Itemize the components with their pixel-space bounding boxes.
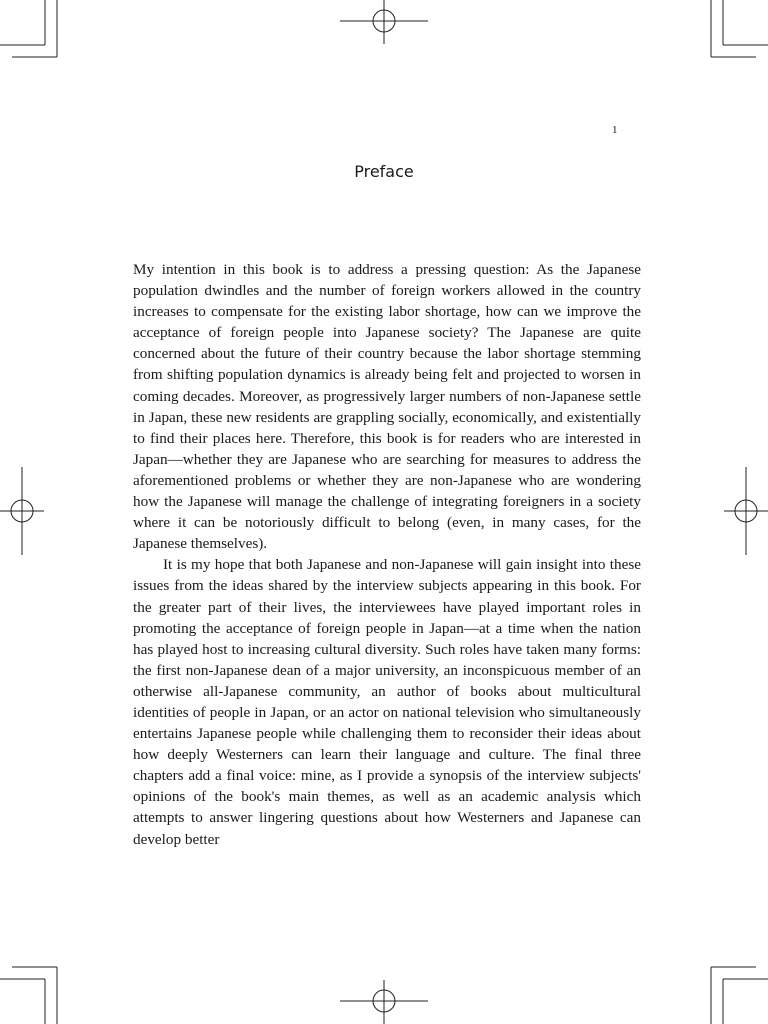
crop-mark-bottom-left bbox=[0, 967, 57, 1024]
page-title: Preface bbox=[354, 162, 414, 181]
page-number: 1 bbox=[612, 124, 618, 136]
crop-mark-top-left bbox=[0, 0, 57, 57]
registration-mark-right bbox=[724, 467, 768, 555]
body-text bbox=[133, 259, 641, 850]
paragraph: My intention in this book is to address a pressing question: As the Japanese population dwindles and the number of foreign workers allowed in the country increases to compensate for the existing labor shortage, how can we improve the acceptance of foreign people into Japanese society? The Japanese are quite concerned about the future of their country because the labor shortage stemming from shifting population dynamics is already being felt and projected to worsen in coming decades. Moreover, as progressively larger numbers of non-Japanese settle in Japan, these new residents are grappling socially, economically, and existentially to find their places here. Therefore, this book is for readers who are interested in Japan—whether they are Japanese who are searching for measures to address the aforementioned problems or whether they are non-Japanese who are wondering how the Japanese will manage the challenge of integrating foreigners in a society where it can be notoriously difficult to belong (even, in many cases, for the Japanese themselves). bbox=[133, 261, 641, 553]
paragraph: It is my hope that both Japanese and non-Japanese will gain insight into these issues from the ideas shared by the interview subjects appearing in this book. For the greater part of their lives, the interviewees have played important roles in promoting the acceptance of foreign people in Japan—at a time when the nation has played host to increasing cultural diversity. Such roles have taken many forms: the first non-Japanese dean of a major university, an inconspicuous member of an otherwise all-Japanese community, an author of books about multicultural identities of people in Japan, or an actor on national television who simultaneously entertains Japanese people while challenging them to reconsider their ideas about how deeply Westerners can learn their language and culture. The final three chapters add a final voice: mine, as I provide a synopsis of the interview subjects' opinions of the book's main themes, as well as an academic analysis which attempts to answer lingering questions about how Westerners and Japanese can develop better bbox=[133, 556, 641, 848]
crop-mark-top-right bbox=[711, 0, 768, 57]
crop-mark-bottom-right bbox=[711, 967, 768, 1024]
registration-mark-left bbox=[0, 467, 44, 555]
registration-mark-top bbox=[340, 0, 428, 44]
registration-mark-bottom bbox=[340, 980, 428, 1024]
